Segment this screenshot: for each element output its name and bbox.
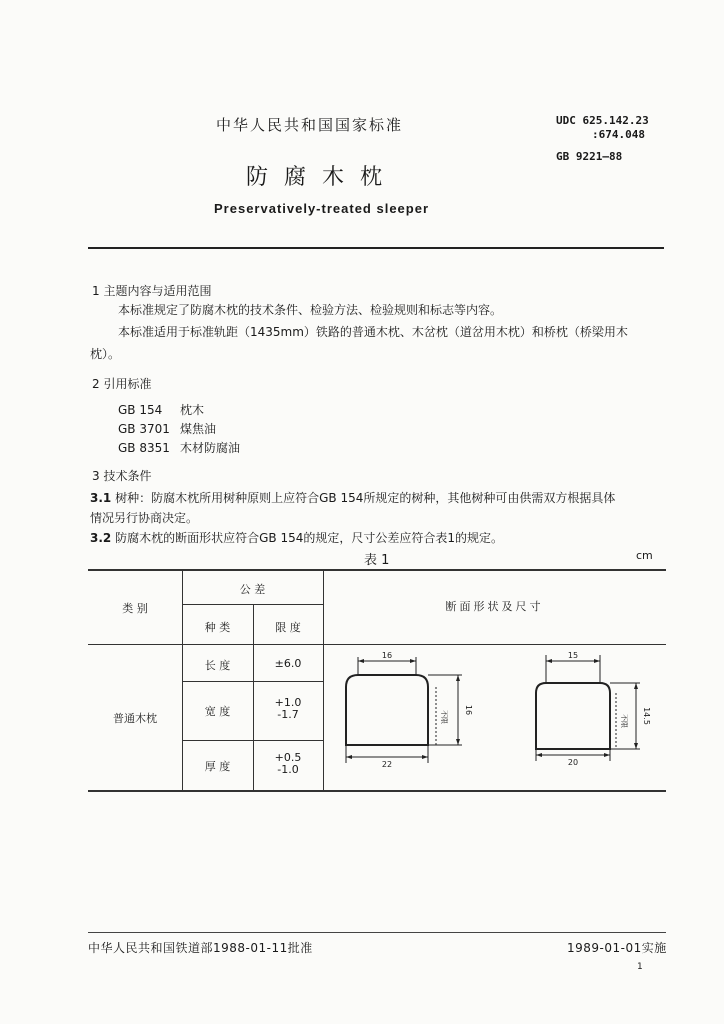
arrow-head bbox=[604, 753, 610, 757]
table-top-border bbox=[88, 569, 666, 571]
clause-text: 树种：防腐木枕所用树种原则上应符合GB 154所规定的树种，其他树种可由供需双方根据具体 bbox=[115, 491, 616, 505]
header-divider bbox=[88, 247, 664, 249]
udc-code bbox=[556, 114, 649, 142]
clause-number: 3.2 bbox=[90, 531, 112, 545]
arrow-head bbox=[456, 675, 460, 681]
reference-name: 枕木 bbox=[180, 403, 205, 417]
row-limit bbox=[253, 697, 323, 721]
row-limit bbox=[253, 752, 323, 776]
limit-upper: +0.5 bbox=[274, 751, 302, 764]
cross-section-diagram-2 bbox=[536, 655, 640, 761]
cross-section-diagrams bbox=[324, 645, 664, 789]
arrow-head bbox=[358, 659, 364, 663]
diagram-2-bottom-label: 20 bbox=[567, 758, 579, 767]
section-3-heading: 3 技术条件 bbox=[92, 469, 152, 483]
section-1-para-2-line-1: 本标准适用于标准轨距（1435mm）铁路的普通木枕、木岔枕（道岔用木枕）和桥枕（桥梁用木 bbox=[118, 325, 628, 339]
udc-line-2: :674.048 bbox=[592, 128, 645, 141]
diagram-1-top-label: 16 bbox=[381, 651, 393, 660]
header-category: 类 别 bbox=[122, 602, 148, 615]
reference-name: 木材防腐油 bbox=[180, 441, 241, 455]
arrow-head bbox=[422, 755, 428, 759]
clause-3-1-line-1 bbox=[90, 488, 615, 508]
table-bottom-border bbox=[88, 790, 666, 792]
header-shape: 断面形状及尺寸 bbox=[445, 600, 544, 613]
reference-item bbox=[118, 401, 204, 418]
clause-3-2 bbox=[90, 528, 503, 548]
category-value: 普通木枕 bbox=[113, 712, 157, 725]
arrow-head bbox=[410, 659, 416, 663]
arrow-head bbox=[634, 683, 638, 689]
table-col-divider bbox=[182, 569, 183, 790]
document-title: 防腐木枕 bbox=[246, 165, 399, 190]
row-kind: 宽 度 bbox=[204, 705, 231, 718]
gb-code: GB 9221—88 bbox=[556, 150, 623, 163]
arrow-head bbox=[456, 739, 460, 745]
row-limit: ±6.0 bbox=[274, 657, 302, 670]
diagram-1-height-label: 16 bbox=[464, 704, 473, 716]
udc-line-1: UDC 625.142.23 bbox=[556, 114, 649, 127]
clause-text: 防腐木枕的断面形状应符合GB 154的规定，尺寸公差应符合表1的规定。 bbox=[115, 531, 503, 545]
reference-item bbox=[118, 439, 240, 456]
row-kind: 长 度 bbox=[204, 659, 231, 672]
footer-divider bbox=[88, 932, 666, 933]
section-1-para-2-line-2: 枕）。 bbox=[90, 347, 121, 361]
limit-upper: +1.0 bbox=[274, 696, 302, 709]
section-2-heading: 2 引用标准 bbox=[92, 377, 152, 391]
diagram-2-side-note: 不限 bbox=[620, 714, 628, 728]
table-caption: 表 1 bbox=[364, 553, 390, 568]
sleeper-profile-1 bbox=[346, 675, 428, 745]
limit-lower: -1.0 bbox=[277, 763, 299, 776]
diagram-2-top-label: 15 bbox=[567, 651, 579, 660]
header-tolerance: 公 差 bbox=[239, 583, 266, 596]
limit-lower: -1.7 bbox=[277, 708, 299, 721]
header-kind: 种 类 bbox=[204, 621, 231, 634]
section-1-heading: 1 主题内容与适用范围 bbox=[92, 284, 212, 298]
arrow-head bbox=[546, 659, 552, 663]
diagram-2-height-label: 14.5 bbox=[642, 707, 651, 725]
page-number: 1 bbox=[637, 962, 643, 972]
arrow-head bbox=[594, 659, 600, 663]
diagram-1-side-note: 不限 bbox=[440, 710, 448, 724]
approval-note: 中华人民共和国铁道部1988-01-11批准 bbox=[88, 941, 313, 955]
reference-name: 煤焦油 bbox=[180, 422, 217, 436]
arrow-head bbox=[346, 755, 352, 759]
clause-3-1-line-2: 情况另行协商决定。 bbox=[90, 511, 199, 525]
reference-code: GB 154 bbox=[118, 403, 163, 417]
sleeper-profile-2 bbox=[536, 683, 610, 749]
arrow-head bbox=[536, 753, 542, 757]
arrow-head bbox=[634, 743, 638, 749]
clause-number: 3.1 bbox=[90, 491, 112, 505]
diagram-1-bottom-label: 22 bbox=[381, 760, 393, 769]
table-unit: cm bbox=[636, 549, 653, 562]
reference-code: GB 8351 bbox=[118, 441, 170, 455]
header-limit: 限 度 bbox=[275, 621, 301, 634]
effective-date: 1989-01-01实施 bbox=[567, 941, 667, 955]
standard-type-label: 中华人民共和国国家标准 bbox=[216, 116, 404, 134]
row-kind: 厚 度 bbox=[204, 760, 231, 773]
reference-item bbox=[118, 420, 216, 437]
reference-code: GB 3701 bbox=[118, 422, 170, 436]
document-title-english: Preservatively-treated sleeper bbox=[214, 201, 430, 216]
section-1-para-1: 本标准规定了防腐木枕的技术条件、检验方法、检验规则和标志等内容。 bbox=[118, 303, 503, 317]
